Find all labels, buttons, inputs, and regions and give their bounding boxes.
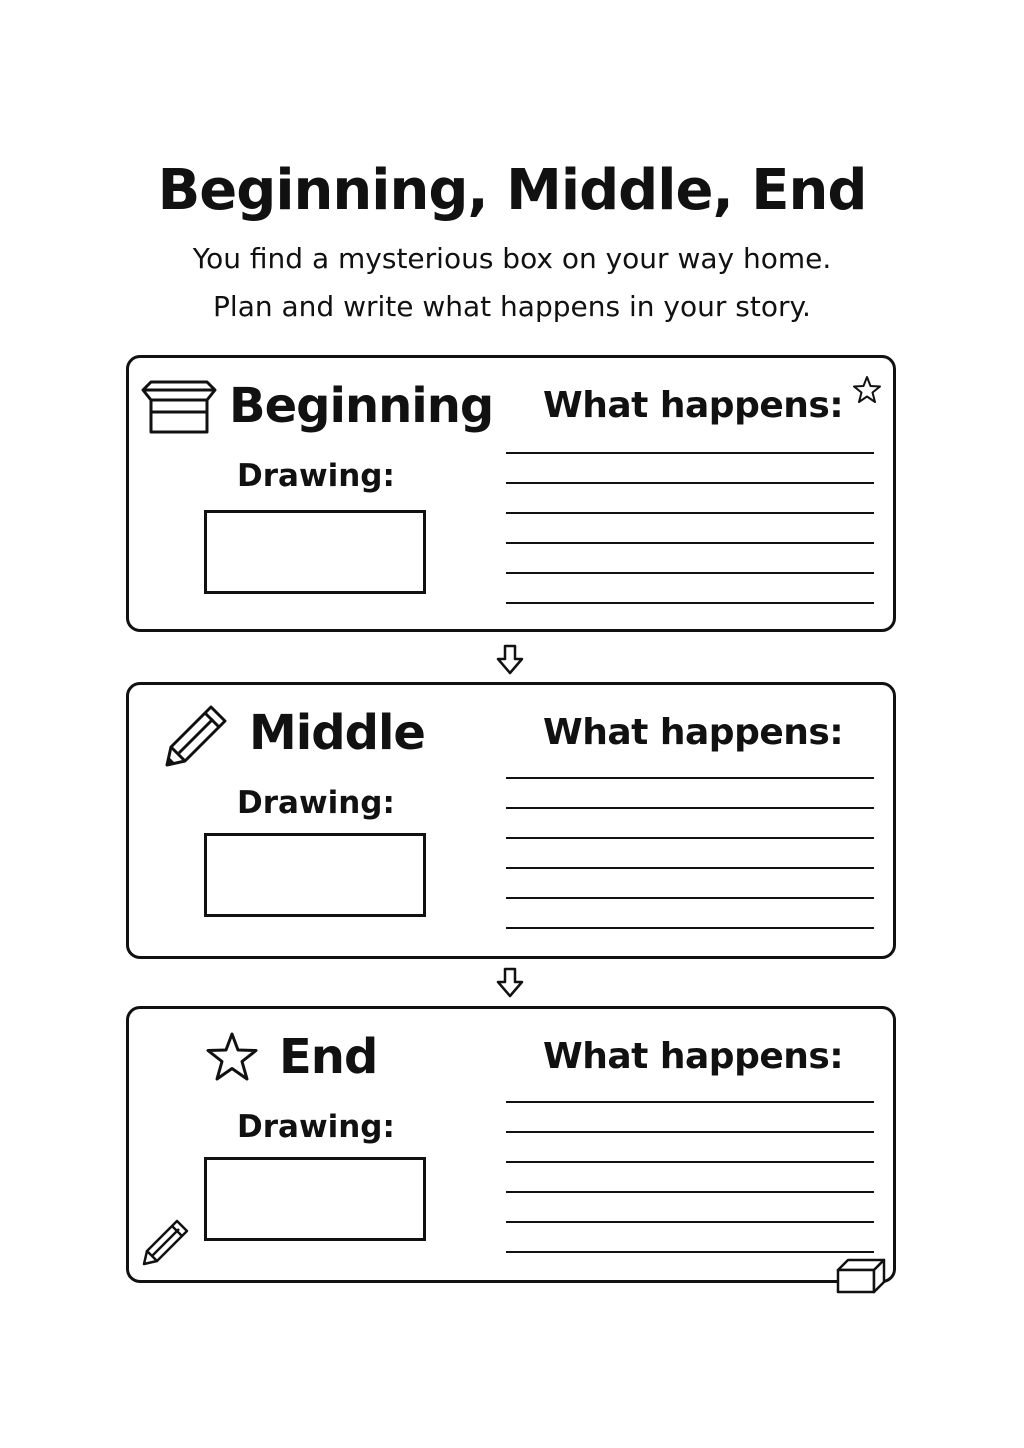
writing-line[interactable]: [506, 1221, 874, 1223]
writing-line[interactable]: [506, 867, 874, 869]
drawing-box[interactable]: [204, 510, 426, 594]
eraser-icon: [834, 1256, 888, 1296]
what-happens-label: What happens:: [543, 1036, 844, 1077]
section-heading: Beginning: [229, 378, 494, 434]
writing-line[interactable]: [506, 837, 874, 839]
pencil-icon: [165, 701, 231, 767]
section-beginning: [126, 355, 896, 632]
pencil-icon: [141, 1217, 191, 1267]
star-icon: [851, 374, 883, 406]
writing-line[interactable]: [506, 1101, 874, 1103]
drawing-label: Drawing:: [237, 1109, 395, 1145]
intro-line-2: Plan and write what happens in your story.: [213, 290, 811, 323]
writing-line[interactable]: [506, 542, 874, 544]
writing-line[interactable]: [506, 897, 874, 899]
writing-line[interactable]: [506, 482, 874, 484]
writing-line[interactable]: [506, 602, 874, 604]
star-icon: [205, 1031, 259, 1083]
arrow-down-icon: [495, 643, 525, 677]
writing-line[interactable]: [506, 1251, 874, 1253]
writing-line[interactable]: [506, 807, 874, 809]
writing-line[interactable]: [506, 927, 874, 929]
arrow-down-icon: [495, 966, 525, 1000]
drawing-label: Drawing:: [237, 785, 395, 821]
what-happens-label: What happens:: [543, 712, 844, 753]
intro-line-1: You find a mysterious box on your way home.: [192, 242, 832, 275]
writing-line[interactable]: [506, 452, 874, 454]
writing-line[interactable]: [506, 572, 874, 574]
drawing-label: Drawing:: [237, 458, 395, 494]
writing-line[interactable]: [506, 1131, 874, 1133]
section-heading: Middle: [249, 705, 425, 761]
section-middle: [126, 682, 896, 959]
writing-line[interactable]: [506, 1191, 874, 1193]
writing-line[interactable]: [506, 512, 874, 514]
drawing-box[interactable]: [204, 833, 426, 917]
page-title: Beginning, Middle, End: [157, 158, 867, 223]
what-happens-label: What happens:: [543, 385, 844, 426]
writing-line[interactable]: [506, 777, 874, 779]
writing-line[interactable]: [506, 1161, 874, 1163]
open-box-icon: [141, 378, 217, 436]
drawing-box[interactable]: [204, 1157, 426, 1241]
section-heading: End: [279, 1029, 378, 1085]
section-end: [126, 1006, 896, 1283]
